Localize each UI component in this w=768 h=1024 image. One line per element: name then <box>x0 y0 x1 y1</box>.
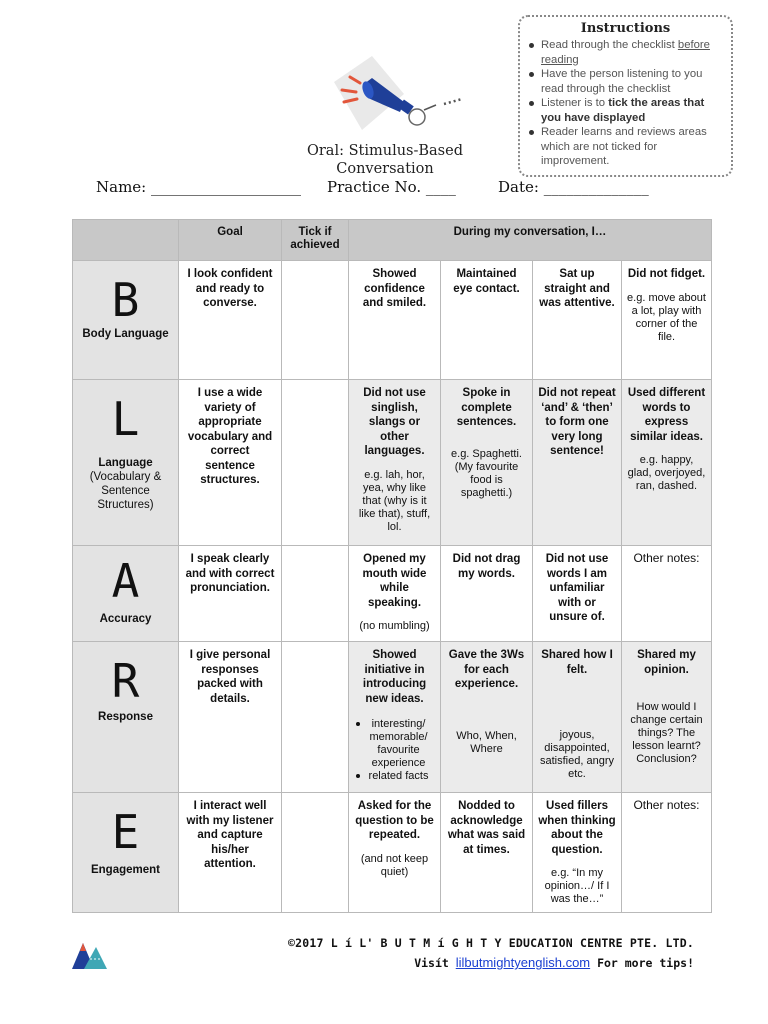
criterion-cell <box>533 793 622 913</box>
tick-cell[interactable] <box>282 380 349 546</box>
big-letter: L <box>111 392 140 446</box>
tick-cell[interactable] <box>282 546 349 642</box>
criterion-cell <box>349 546 441 642</box>
instruction-item <box>528 67 723 96</box>
visit-prefix: Visít <box>414 956 456 970</box>
title-line-1: Oral: Stimulus-Based <box>306 143 463 159</box>
criterion-cell <box>349 642 441 793</box>
table-row <box>73 642 712 793</box>
criterion-text: Did not repeat ‘and’ & ‘then’ to form one very long sentence! <box>538 387 616 457</box>
name-field[interactable]: Name: ____________________ <box>96 178 301 196</box>
criterion-text: Shared how I felt. <box>541 649 613 676</box>
copyright-text: ©2017 L í L' B U T M í G H T Y EDUCATION CENTRE PTE. LTD. <box>287 936 694 950</box>
instruction-underlined-text: before reading <box>541 39 710 66</box>
criterion-cell <box>441 642 533 793</box>
letter-cell-a <box>73 546 179 642</box>
table-row <box>73 546 712 642</box>
header-blank <box>73 220 179 261</box>
checklist-table <box>72 219 712 913</box>
category-label: Language <box>98 457 153 469</box>
instruction-text: Listener is to <box>541 97 609 109</box>
other-notes-label: Other notes: <box>633 551 700 565</box>
criterion-cell <box>349 261 441 380</box>
criterion-example: e.g. Spaghetti. (My favourite food is spaghetti.) <box>451 447 522 499</box>
criterion-cell <box>349 793 441 913</box>
mountain-peak <box>80 943 86 951</box>
goal-cell: I speak clearly and with correct pronunciation. <box>179 546 282 642</box>
goal-cell: I give personal responses packed with details. <box>179 642 282 793</box>
criterion-example: (and not keep quiet) <box>360 852 429 878</box>
big-letter: E <box>111 805 140 859</box>
big-letter: A <box>111 554 140 608</box>
other-notes-label: Other notes: <box>633 798 700 812</box>
table-row <box>73 261 712 380</box>
practice-number-field[interactable]: Practice No. ____ <box>327 178 456 196</box>
header-during-text: During my conversation, I… <box>453 226 607 238</box>
tick-cell[interactable] <box>282 793 349 913</box>
megaphone-icon <box>312 52 462 147</box>
category-label: Body Language <box>82 328 169 340</box>
criterion-text: Maintained eye contact. <box>453 268 520 295</box>
criterion-example: joyous, disappointed, satisfied, angry etc. <box>540 729 614 780</box>
criterion-text: Asked for the question to be repeated. <box>355 800 434 841</box>
instruction-text: Reader learns and reviews areas which are not ticked for improvement. <box>541 126 707 167</box>
header-goal: Goal <box>179 220 282 261</box>
category-label: Accuracy <box>99 613 152 625</box>
letter-cell-e <box>73 793 179 913</box>
criterion-example: How would I change certain things? The lesson learnt? Conclusion? <box>630 701 703 765</box>
title-line-2: Conversation <box>336 161 434 177</box>
criterion-example: e.g. move about a lot, play with corner of the file. <box>627 291 706 343</box>
other-notes-cell[interactable] <box>622 546 712 642</box>
criterion-cell <box>533 642 622 793</box>
tick-cell[interactable] <box>282 261 349 380</box>
table-row <box>73 793 712 913</box>
instruction-item <box>528 38 723 67</box>
instruction-item <box>528 96 723 125</box>
criterion-cell <box>441 793 533 913</box>
table-header-row <box>73 220 712 261</box>
instructions-box <box>518 15 733 177</box>
goal-cell: I look confident and ready to converse. <box>179 261 282 380</box>
criterion-bullets <box>354 718 435 783</box>
criterion-cell <box>533 380 622 546</box>
table-row <box>73 380 712 546</box>
criterion-text: Nodded to acknowledge what was said at times. <box>447 800 526 856</box>
date-field[interactable]: Date: ______________ <box>498 178 649 196</box>
criterion-text: Did not fidget. <box>627 268 706 280</box>
big-letter: B <box>111 273 140 327</box>
page-title <box>290 142 480 178</box>
criterion-text: Opened my mouth wide while speaking. <box>362 553 427 609</box>
visit-suffix: For more tips! <box>590 956 694 970</box>
letter-cell-b <box>73 261 179 380</box>
criterion-cell <box>533 261 622 380</box>
criterion-text: Spoke in complete sentences. <box>456 387 517 428</box>
criterion-text: Shared my opinion. <box>637 649 696 676</box>
instructions-list <box>528 38 723 169</box>
criterion-cell <box>349 380 441 546</box>
other-notes-cell[interactable] <box>622 793 712 913</box>
criterion-text: Did not drag my words. <box>452 553 521 580</box>
instruction-text: Have the person listening to you read through the checklist <box>541 68 703 95</box>
criterion-text: Gave the 3Ws for each experience. <box>448 649 525 690</box>
criterion-cell <box>441 261 533 380</box>
mountain-logo-icon <box>70 935 108 971</box>
criterion-text: Used fillers when thinking about the question. <box>538 800 616 856</box>
instructions-title: Instructions <box>580 21 671 36</box>
category-label: Response <box>98 711 153 723</box>
criterion-text: Did not use singlish, slangs or other languages. <box>363 387 426 457</box>
instruction-item <box>528 125 723 169</box>
big-letter: R <box>111 654 140 708</box>
goal-cell: I interact well with my listener and capture his/her attention. <box>179 793 282 913</box>
criterion-text: Used different words to express similar ideas. <box>627 387 706 443</box>
criterion-cell <box>441 380 533 546</box>
visit-line <box>414 955 694 970</box>
criterion-example: e.g. lah, hor, yea, why like that (why is it like that), stuff, lol. <box>358 468 431 533</box>
letter-cell-r <box>73 642 179 793</box>
criterion-text: Showed initiative in introducing new ideas. <box>362 649 427 705</box>
website-link[interactable]: lilbutmightyenglish.com <box>455 955 591 970</box>
criterion-cell <box>533 546 622 642</box>
criterion-bullet: interesting/ memorable/ favourite experience <box>354 718 435 770</box>
instruction-bold-text: tick the areas that you have displayed <box>541 97 705 124</box>
criterion-example: (no mumbling) <box>359 620 430 632</box>
header-tick: Tick if achieved <box>282 220 349 261</box>
criterion-text: Sat up straight and was attentive. <box>539 268 615 309</box>
criterion-text: Did not use words I am unfamiliar with or unsure of. <box>545 553 609 623</box>
dotted-connector <box>444 99 462 104</box>
megaphone-cord <box>424 105 436 110</box>
criterion-text: Showed confidence and smiled. <box>362 268 427 309</box>
criterion-cell <box>622 642 712 793</box>
goal-cell: I use a wide variety of appropriate vocabulary and correct sentence structures. <box>179 380 282 546</box>
megaphone-ring <box>409 109 425 125</box>
category-sublabel: (Vocabulary & Sentence Structures) <box>89 471 162 511</box>
criterion-bullet: related facts <box>354 770 435 783</box>
letter-cell-l <box>73 380 179 546</box>
header-during <box>349 220 712 261</box>
instruction-text: Read through the checklist <box>541 39 678 51</box>
criterion-example: Who, When, Where <box>456 729 517 755</box>
category-label: Engagement <box>90 864 160 876</box>
criterion-cell <box>622 380 712 546</box>
criterion-cell <box>622 261 712 380</box>
criterion-example: e.g. “In my opinion…/ If I was the…” <box>544 867 610 905</box>
sound-line-2 <box>342 90 356 92</box>
criterion-cell <box>441 546 533 642</box>
criterion-example: e.g. happy, glad, overjoyed, ran, dashed. <box>627 454 706 492</box>
tick-cell[interactable] <box>282 642 349 793</box>
